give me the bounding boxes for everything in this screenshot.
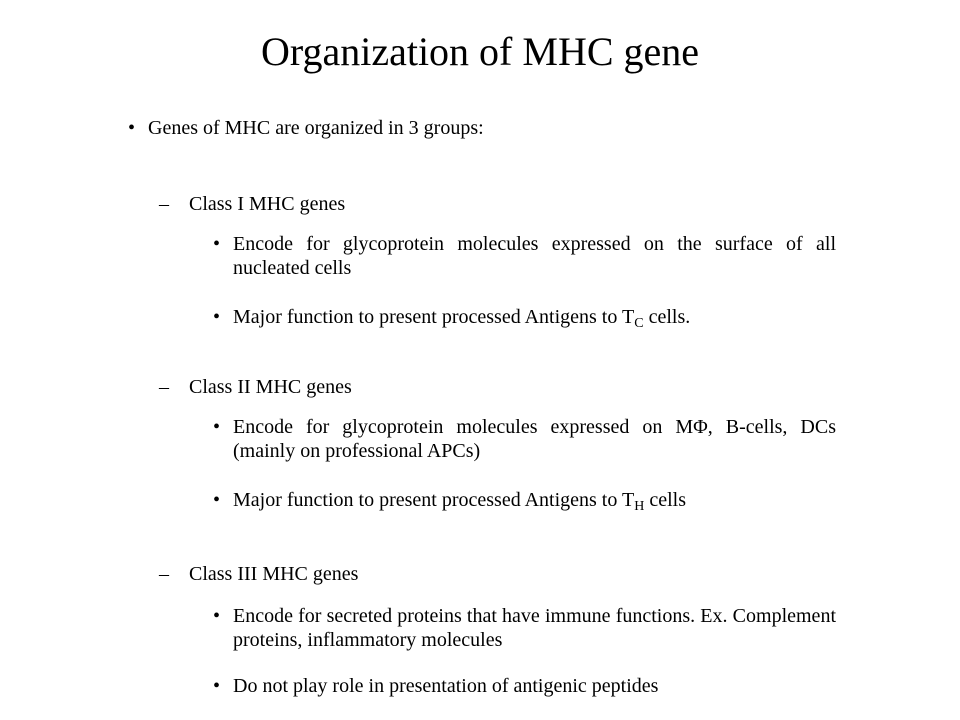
point-text-pre: Major function to present processed Antigens to T [233, 489, 635, 511]
point-class-iii-1 [213, 604, 836, 652]
bullet-glyph: • [213, 416, 221, 438]
bullet-glyph: • [213, 675, 221, 697]
group-heading-text: Class III MHC genes [189, 563, 359, 585]
point-text: Encode for glycoprotein molecules expressed on MΦ, B-cells, DCs (mainly on professional APCs) [233, 416, 836, 462]
group-heading-class-iii [159, 562, 829, 586]
point-text-post: cells. [643, 306, 691, 328]
point-class-i-2 [213, 305, 836, 331]
point-class-ii-2 [213, 488, 836, 514]
group-heading-text: Class I MHC genes [189, 193, 346, 215]
point-text: Encode for secreted proteins that have immune functions. Ex. Complement proteins, inflammatory molecules [233, 605, 836, 651]
bullet-glyph: • [128, 117, 136, 139]
group-heading-text: Class II MHC genes [189, 376, 352, 398]
point-class-i-1 [213, 232, 836, 280]
bullet-glyph: • [213, 605, 221, 627]
slide-title: Organization of MHC gene [260, 29, 700, 74]
bullet-glyph: • [213, 233, 221, 255]
subscript: H [634, 499, 645, 514]
intro-item [128, 116, 808, 140]
group-heading-class-i [159, 192, 829, 216]
bullet-glyph: • [213, 306, 221, 328]
point-class-ii-1 [213, 415, 836, 463]
subscript: C [634, 316, 644, 331]
intro-text: Genes of MHC are organized in 3 groups: [148, 117, 484, 139]
point-text-pre: Major function to present processed Antigens to T [233, 306, 635, 328]
point-text-post: cells [644, 489, 687, 511]
bullet-glyph: • [213, 489, 221, 511]
point-text: Encode for glycoprotein molecules expressed on the surface of all nucleated cells [233, 233, 836, 279]
point-text: Do not play role in presentation of antigenic peptides [233, 675, 659, 697]
dash-glyph: – [159, 193, 169, 215]
point-class-iii-2 [213, 674, 836, 698]
dash-glyph: – [159, 376, 169, 398]
dash-glyph: – [159, 563, 169, 585]
group-heading-class-ii [159, 375, 829, 399]
